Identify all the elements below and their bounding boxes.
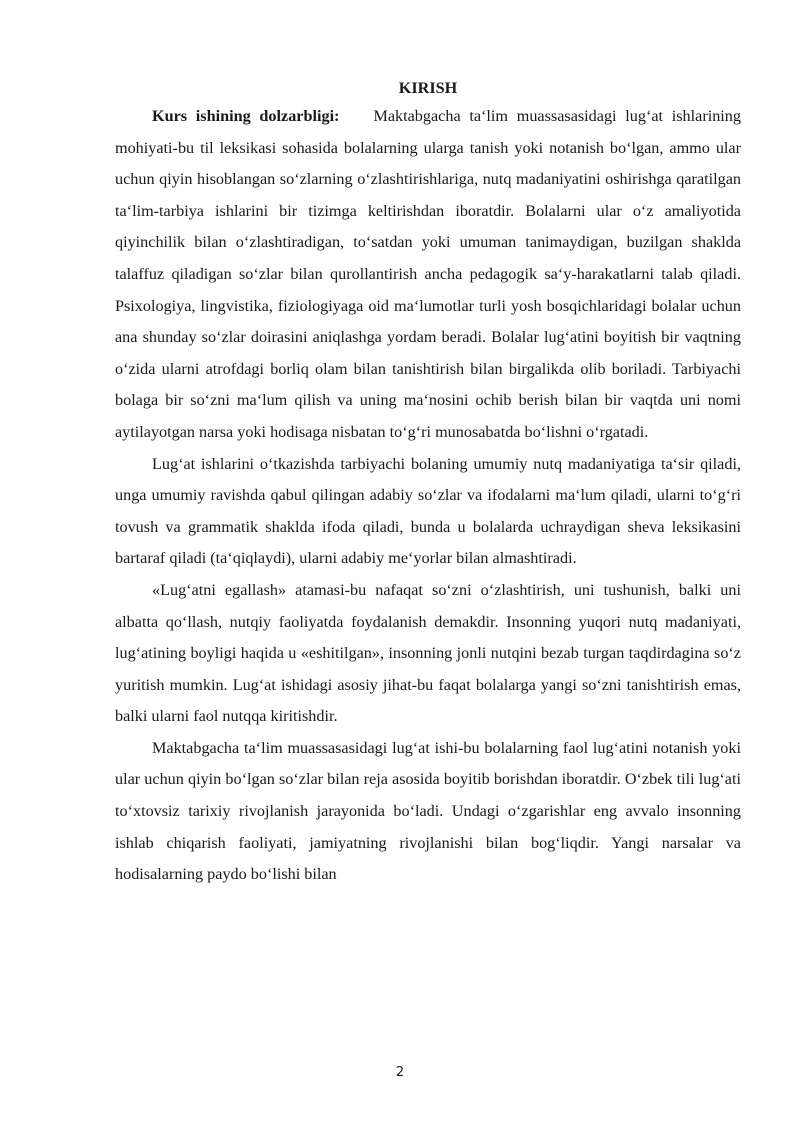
paragraph-3: «Lug‘atni egallash» atamasi-bu nafaqat so‘zni o‘zlashtirish, uni tushunish, balki uni albatta qo‘llash, nutqiy faoliyatda foydalanish demakdir. Insonning yuqori nutq madaniyati, lug‘atining boyligi haqida u «eshitilgan», insonning jonli nutqini bezab turgan taqdirdagina so‘z yuritish mumkin. Lug‘at ishidagi asosiy jihat-bu faqat bolalarga yangi so‘zni tanishtirish emas, balki ularni faol nutqqa kiritishdir. xyxy=(115,580,741,726)
paragraph-2: Lug‘at ishlarini o‘tkazishda tarbiyachi bolaning umumiy nutq madaniyatiga ta‘sir qiladi, unga umumiy ravishda qabul qilingan adabiy so‘zlar va ifodalarni ma‘lum qiladi, ularni to‘g‘ri tovush va grammatik shaklda ifoda qiladi, bunda u bolalarda uchraydigan sheva leksikasini bartaraf qiladi (ta‘qiqlaydi), ularni adabiy me‘yorlar bilan almashtiradi. xyxy=(115,454,741,568)
paragraph-1 xyxy=(115,101,741,449)
section-title: KIRISH xyxy=(398,79,458,97)
page-number: 2 xyxy=(395,1065,405,1080)
document-body xyxy=(115,77,741,891)
paragraph-1-text: Maktabgacha ta‘lim muassasasidagi lug‘at ishlarining mohiyati-bu til leksikasi sohasida bolalarning ularga tanish yoki notanish bo‘lgan, ammo ular uchun qiyin hisoblangan so‘zlarning o‘zlashtirishlariga, nutq madaniyatini oshirishga qaratilgan ta‘lim-tarbiya ishlarini bir tizimga keltirishdan iboratdir. Bolalarni ular o‘z amaliyotida qiyinchilik bilan o‘zlashtiradigan, to‘satdan yoki umuman tanimaydigan, buzilgan shaklda talaffuz qiladigan so‘zlar bilan qurollantirish ancha pedagogik sa‘y-harakatlarni talab qiladi. Psixologiya, lingvistika, fiziologiyaga oid ma‘lumotlar turli yosh bosqichlaridagi bolalar uchun ana shunday so‘zlar doirasini aniqlashga yordam beradi. Bolalar lug‘atini boyitish bir vaqtning o‘zida ularni atrofdagi borliq olam bilan tanishtirish bilan birgalikda olib boriladi. Tarbiyachi bolaga bir so‘zni ma‘lum qilish va uning ma‘nosini ochib berish bilan bir vaqtda uni nomi aytilayotgan narsa yoki hodisaga nisbatan to‘g‘ri munosabatda bo‘lishni o‘rgatadi. xyxy=(115,107,741,441)
lead-label: Kurs ishining dolzarbligi: xyxy=(152,107,340,125)
paragraph-4: Maktabgacha ta‘lim muassasasidagi lug‘at ishi-bu bolalarning faol lug‘atini notanish yoki ular uchun qiyin bo‘lgan so‘zlar bilan reja asosida boyitib borishdan iboratdir. O‘zbek tili lug‘ati to‘xtovsiz tarixiy rivojlanish jarayonida bo‘ladi. Undagi o‘zgarishlar eng avvalo insonning ishlab chiqarish faoliyati, jamiyatning rivojlanishi bilan bog‘liqdir. Yangi narsalar va hodisalarning paydo bo‘lishi bilan xyxy=(115,738,741,884)
